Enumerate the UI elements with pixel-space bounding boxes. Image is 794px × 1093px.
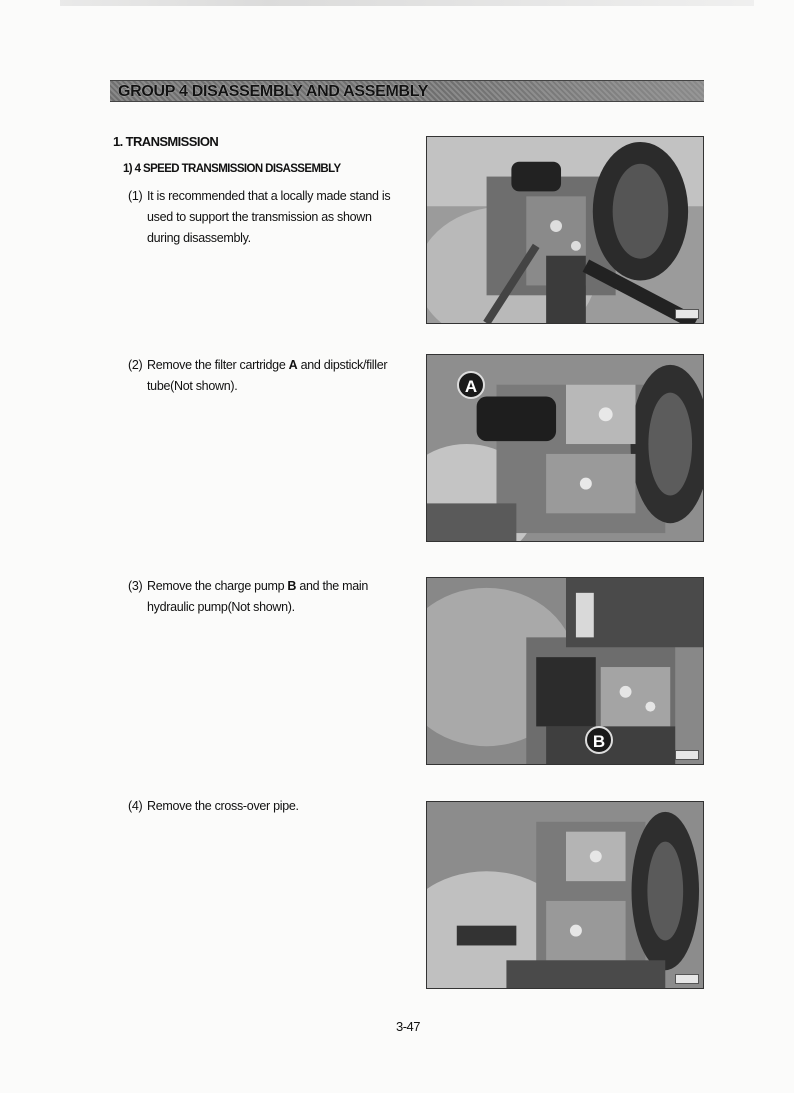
photo-reference-tag (675, 309, 699, 319)
group-banner (110, 80, 704, 102)
step-4 (128, 796, 393, 817)
subsection-title: 1) 4 SPEED TRANSMISSION DISASSEMBLY (123, 163, 341, 175)
part-label: B (287, 579, 297, 593)
step-number: (1) (128, 189, 143, 203)
banner-shading (440, 81, 704, 101)
step-3 (128, 576, 393, 618)
part-label: A (288, 358, 298, 372)
photo-transmission-on-stand (426, 136, 704, 324)
photo-reference-tag (675, 974, 699, 984)
page-number: 3-47 (396, 1019, 421, 1034)
callout-a-label: A (457, 371, 485, 399)
step-text: It is recommended that a locally made stand is used to support the transmission as shown during disassembly. (147, 189, 391, 245)
step-number: (4) (128, 799, 143, 813)
scan-artifact (60, 0, 754, 6)
photo-reference-tag (675, 750, 699, 760)
section-title: 1. TRANSMISSION (113, 134, 219, 149)
step-text: Remove the charge pump B and the main hydraulic pump(Not shown). (147, 579, 368, 614)
callout-b-label: B (585, 726, 613, 754)
group-title: GROUP 4 DISASSEMBLY AND ASSEMBLY (118, 83, 429, 100)
photo-charge-pump (426, 577, 704, 765)
step-text: Remove the filter cartridge A and dipstick/filler tube(Not shown). (147, 358, 388, 393)
step-1 (128, 186, 393, 249)
photo-filter-cartridge (426, 354, 704, 542)
step-2 (128, 355, 393, 397)
step-number: (2) (128, 358, 143, 372)
step-number: (3) (128, 579, 143, 593)
step-text: Remove the cross-over pipe. (147, 799, 299, 813)
photo-cross-over-pipe (426, 801, 704, 989)
